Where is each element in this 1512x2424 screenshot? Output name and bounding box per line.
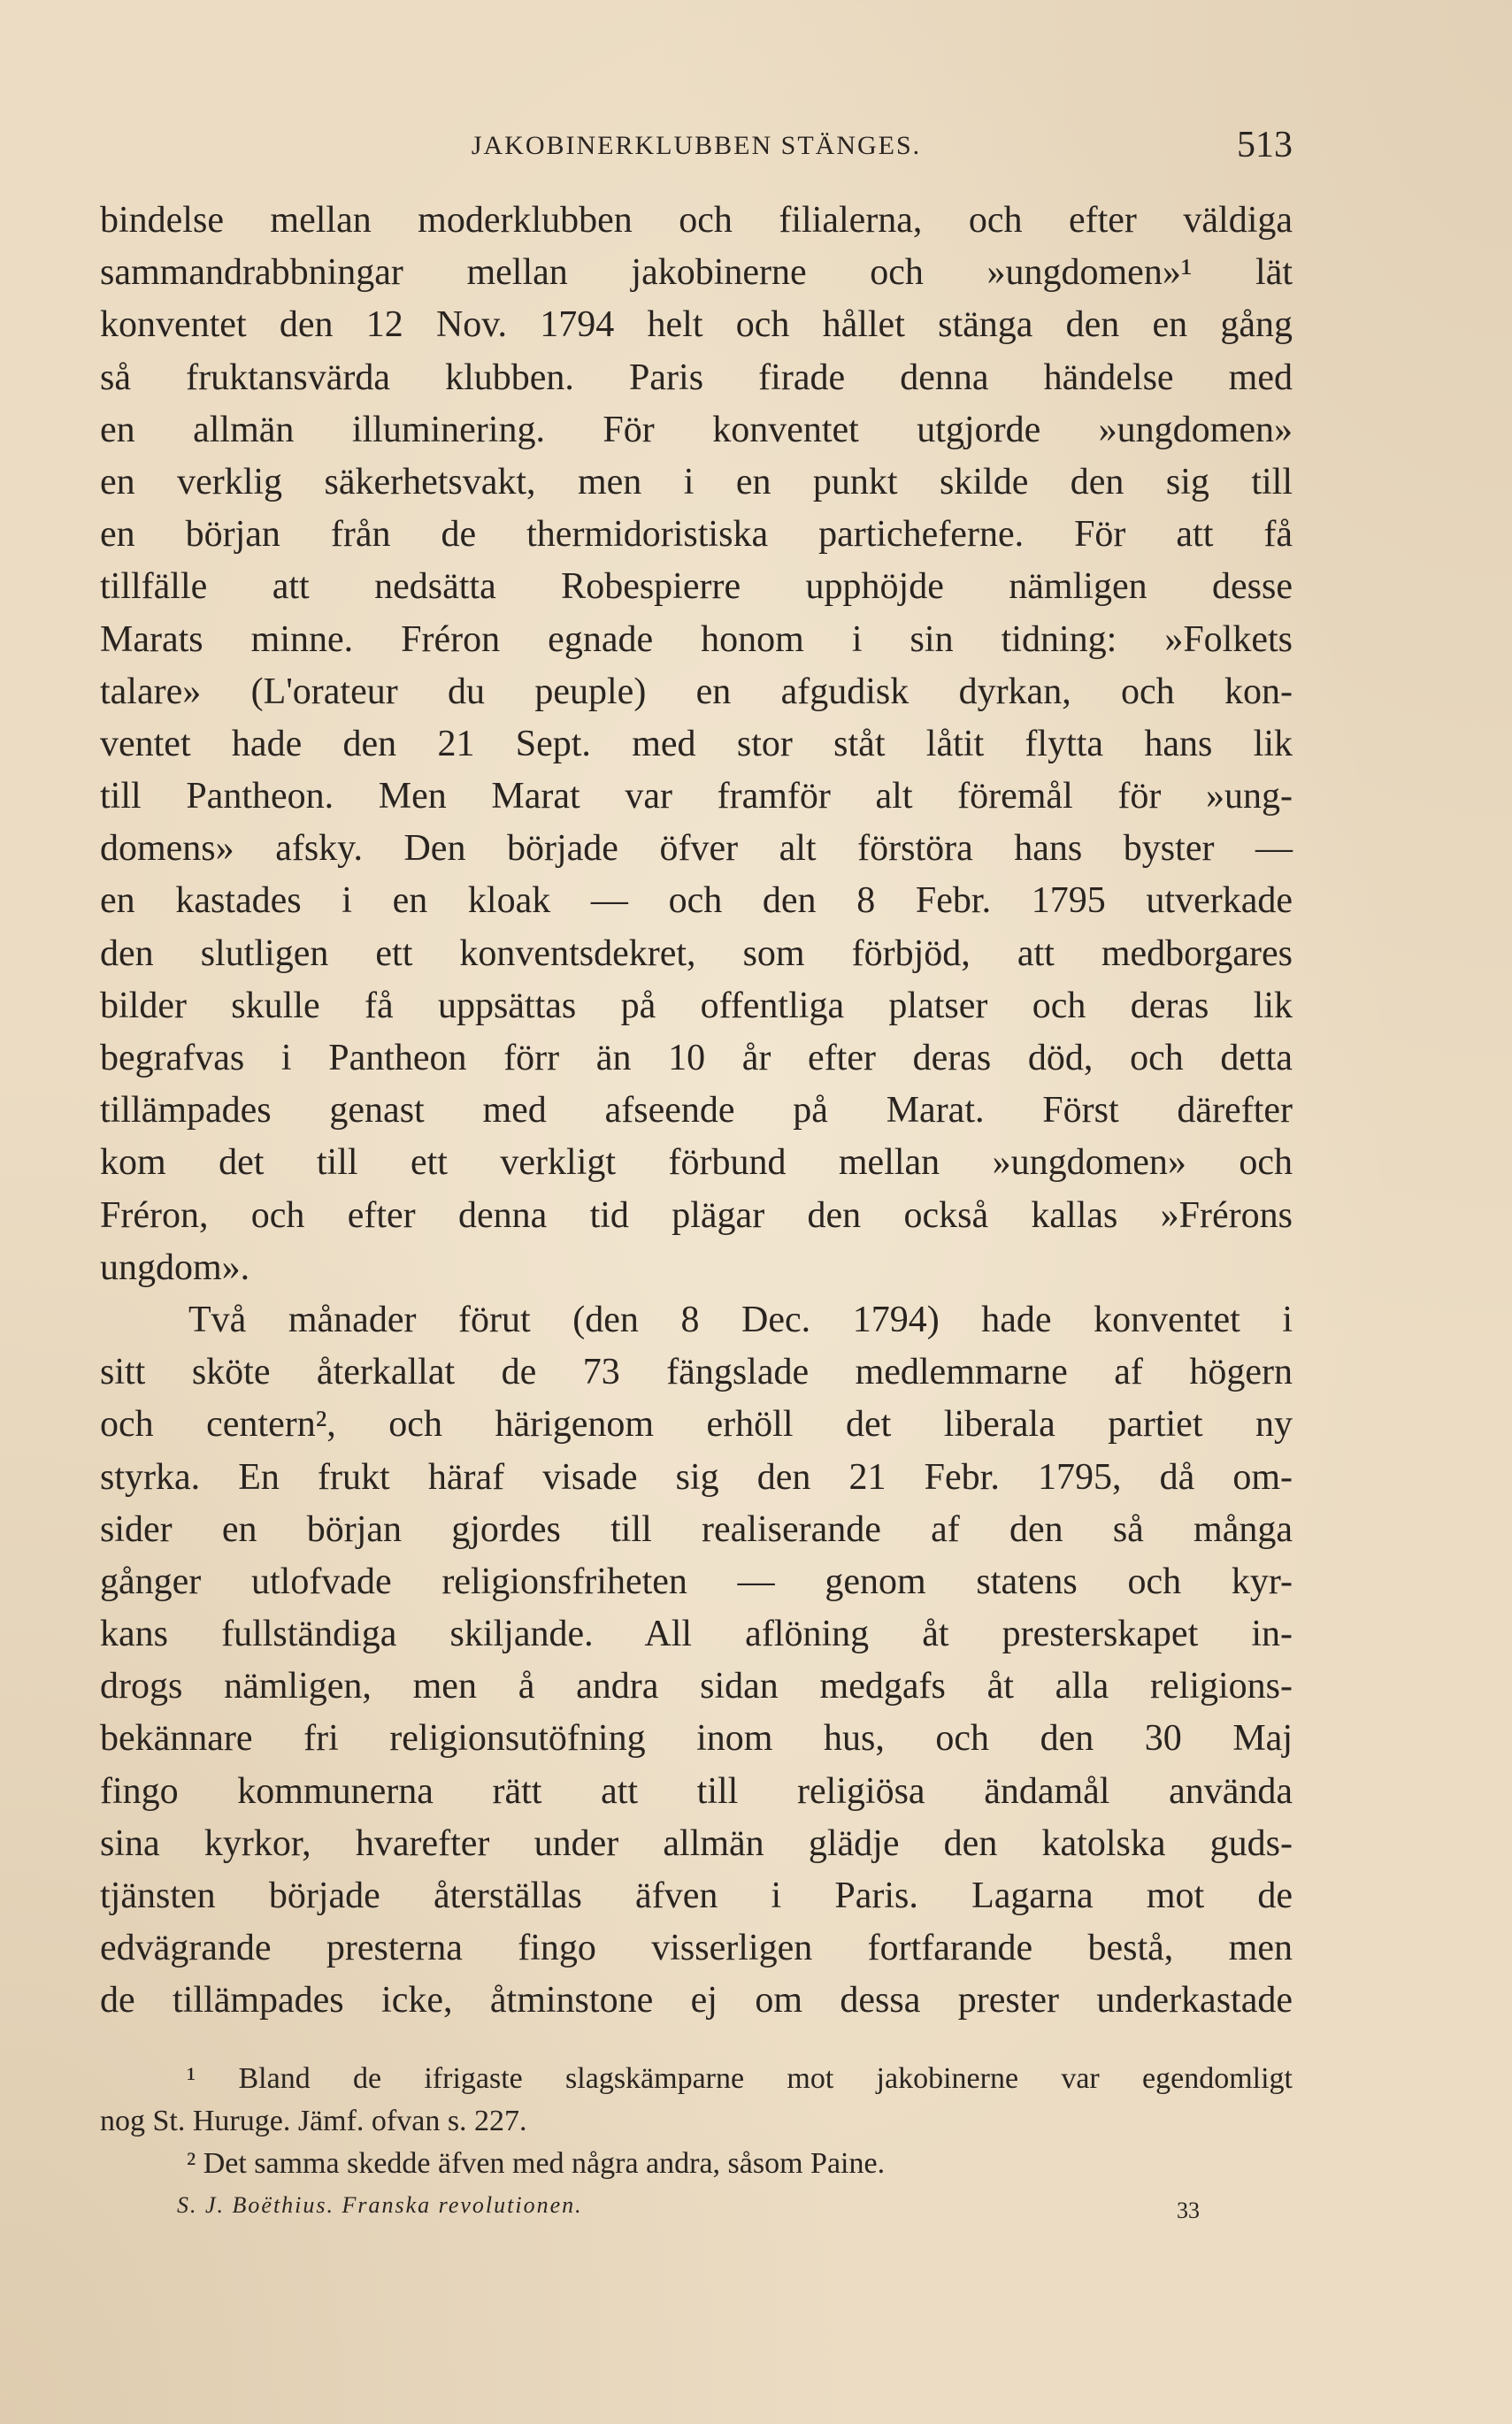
- page-number: 513: [1237, 125, 1293, 165]
- text-line: en allmän illuminering. För konventet utgjorde »ungdomen»: [100, 409, 1293, 450]
- footnote-1-line-1: ¹ Bland de ifrigaste slagskämparne mot jakobinerne var egendomligt: [187, 2062, 1293, 2095]
- text-line: kans fullständiga skiljande. All aflöning åt presterskapet in-: [100, 1614, 1293, 1655]
- text-line: ungdom».: [100, 1247, 250, 1288]
- text-line: kom det till ett verkligt förbund mellan »ungdomen» och: [100, 1142, 1293, 1184]
- text-line: fingo kommunerna rätt att till religiösa ändamål använda: [100, 1770, 1293, 1812]
- signature-line: S. J. Boëthius. Franska revolutionen.: [177, 2192, 583, 2218]
- text-line: en verklig säkerhetsvakt, men i en punkt skilde den sig till: [100, 461, 1293, 502]
- text-line: drogs nämligen, men å andra sidan medgafs åt alla religions-: [100, 1666, 1293, 1707]
- text-line: talare» (L'orateur du peuple) en afgudisk dyrkan, och kon-: [100, 671, 1293, 712]
- text-line: styrka. En frukt häraf visade sig den 21 Febr. 1795, då om-: [100, 1456, 1293, 1498]
- text-line: tillämpades genast med afseende på Marat. Först därefter: [100, 1090, 1293, 1131]
- text-line: sina kyrkor, hvarefter under allmän glädje den katolska guds-: [100, 1822, 1293, 1864]
- text-line: den slutligen ett konventsdekret, som förbjöd, att medborgares: [100, 932, 1293, 974]
- body-text: [100, 195, 1293, 2028]
- text-line: konventet den 12 Nov. 1794 helt och hållet stänga den en gång: [100, 304, 1293, 346]
- running-title: JAKOBINERKLUBBEN STÄNGES.: [471, 131, 922, 160]
- text-line: sammandrabbningar mellan jakobinerne och »ungdomen»¹ lät: [100, 252, 1293, 294]
- text-line: Två månader förut (den 8 Dec. 1794) hade konventet i: [188, 1299, 1293, 1340]
- signature-number: 33: [1177, 2198, 1200, 2223]
- text-line: edvägrande presterna fingo visserligen fortfarande bestå, men: [100, 1928, 1293, 1969]
- text-line: Fréron, och efter denna tid plägar den också kallas »Frérons: [100, 1194, 1293, 1236]
- text-line: sitt sköte återkallat de 73 fängslade medlemmarne af högern: [100, 1352, 1293, 1393]
- text-line: en kastades i en kloak — och den 8 Febr. 1795 utverkade: [100, 880, 1293, 922]
- text-line: bekännare fri religionsutöfning inom hus, och den 30 Maj: [100, 1718, 1293, 1760]
- footnote-2: ² Det samma skedde äfven med några andra, såsom Paine.: [187, 2147, 886, 2180]
- text-line: gånger utlofvade religionsfriheten — genom statens och kyr-: [100, 1561, 1293, 1602]
- text-line: en början från de thermidoristiska particheferne. För att få: [100, 514, 1293, 556]
- text-line: bindelse mellan moderklubben och filialerna, och efter väldiga: [100, 200, 1293, 241]
- text-line: de tillämpades icke, åtminstone ej om dessa prester underkastade: [100, 1980, 1293, 2021]
- text-line: ventet hade den 21 Sept. med stor ståt låtit flytta hans lik: [100, 723, 1293, 764]
- text-line: sider en början gjordes till realiserande af den så många: [100, 1508, 1293, 1550]
- footnote-1-line-2: nog St. Huruge. Jämf. ofvan s. 227.: [100, 2105, 527, 2137]
- text-line: bilder skulle få uppsättas på offentliga platser och deras lik: [100, 985, 1293, 1026]
- text-line: Marats minne. Fréron egnade honom i sin tidning: »Folkets: [100, 618, 1293, 660]
- footnotes: [100, 2058, 1293, 2185]
- text-line: begrafvas i Pantheon förr än 10 år efter deras död, och detta: [100, 1038, 1293, 1078]
- text-line: tjänsten började återställas äfven i Paris. Lagarna mot de: [100, 1876, 1293, 1916]
- running-head: [100, 124, 1293, 168]
- text-line: och centern², och härigenom erhöll det liberala partiet ny: [100, 1404, 1293, 1446]
- text-line: domens» afsky. Den började öfver alt förstöra hans byster —: [100, 828, 1293, 870]
- text-line: så fruktansvärda klubben. Paris firade denna händelse med: [100, 357, 1293, 398]
- text-line: till Pantheon. Men Marat var framför alt föremål för »ung-: [100, 776, 1293, 817]
- text-line: tillfälle att nedsätta Robespierre upphöjde nämligen desse: [100, 566, 1293, 608]
